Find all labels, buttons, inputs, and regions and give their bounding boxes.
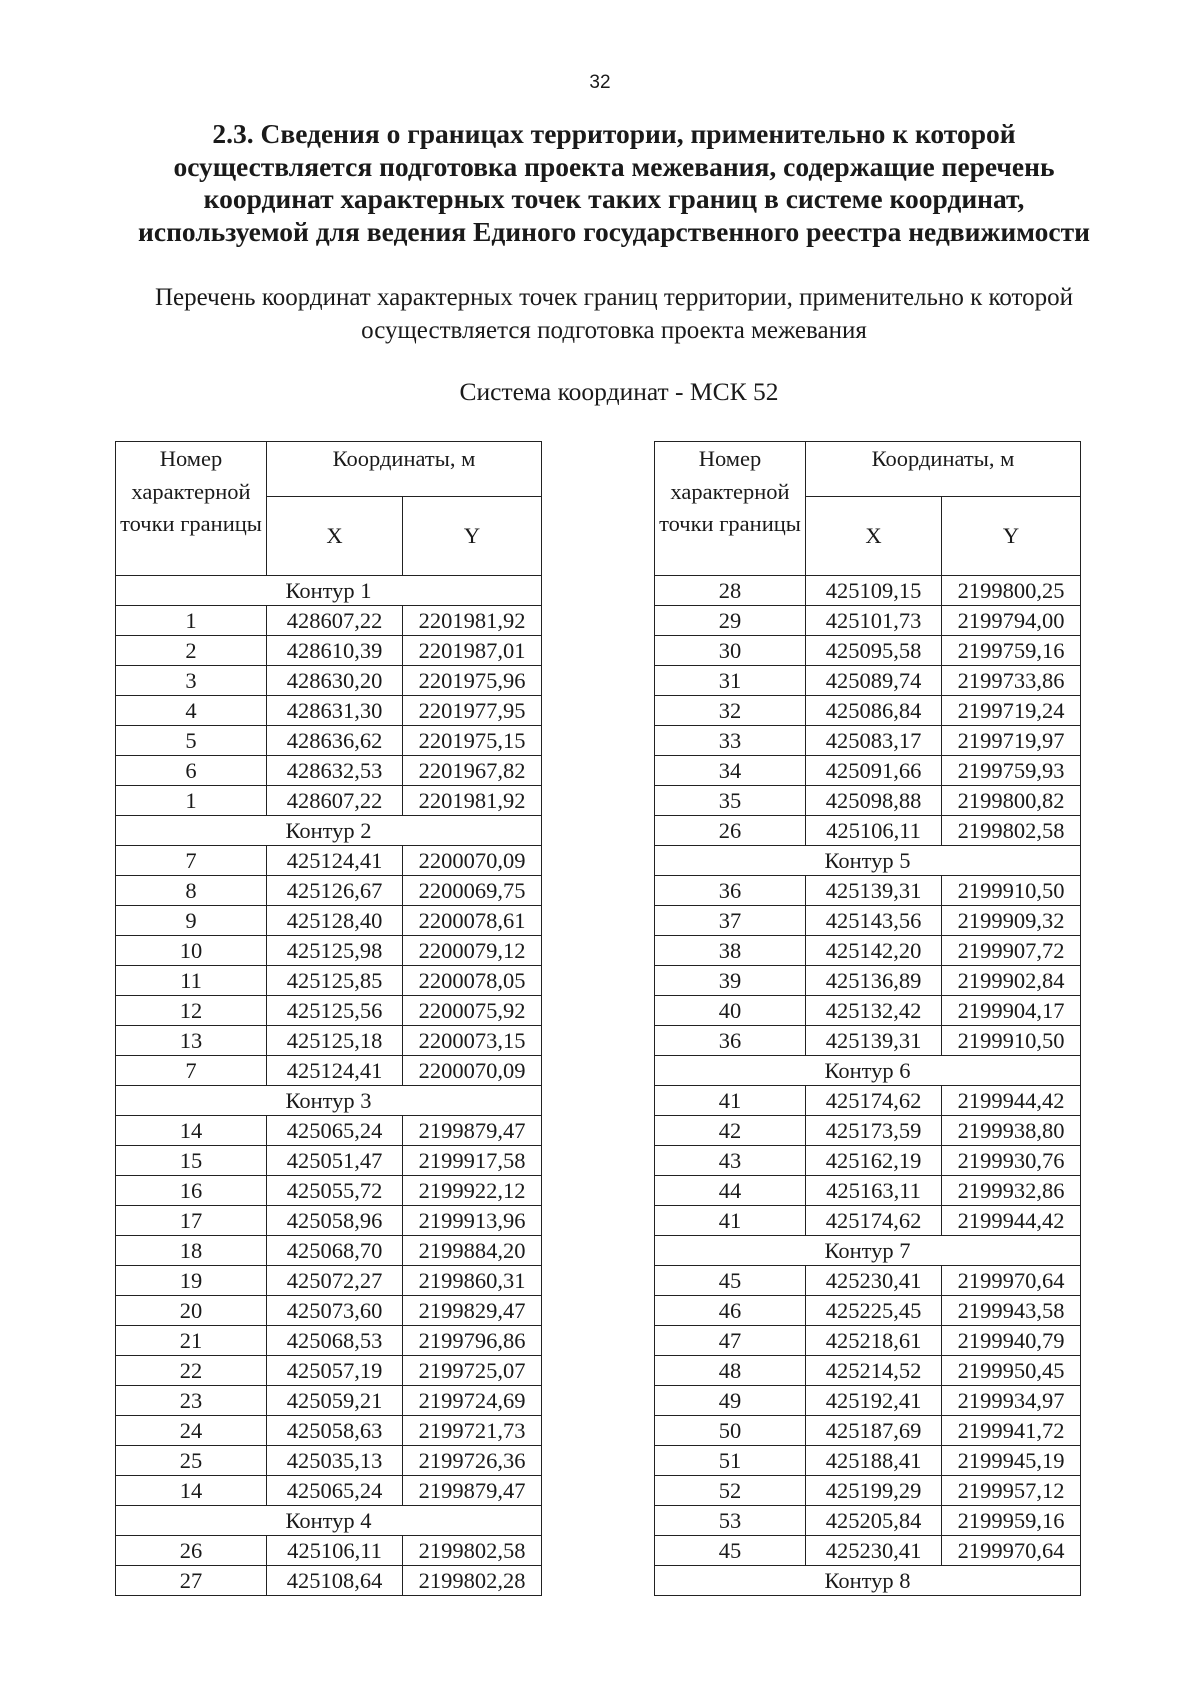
point-number-cell: 27 bbox=[116, 1566, 267, 1596]
y-coordinate-cell: 2199970,64 bbox=[942, 1266, 1081, 1296]
x-coordinate-cell: 425124,41 bbox=[267, 846, 403, 876]
point-number-cell: 47 bbox=[655, 1326, 806, 1356]
table-row bbox=[655, 1386, 1081, 1416]
y-coordinate-cell: 2199721,73 bbox=[403, 1416, 542, 1446]
table-row bbox=[116, 1206, 542, 1236]
x-coordinate-cell: 425068,53 bbox=[267, 1326, 403, 1356]
point-number-cell: 30 bbox=[655, 636, 806, 666]
y-coordinate-cell: 2199940,79 bbox=[942, 1326, 1081, 1356]
table-row bbox=[655, 756, 1081, 786]
table-row bbox=[655, 1536, 1081, 1566]
point-number-cell: 48 bbox=[655, 1356, 806, 1386]
contour-label: Контур 7 bbox=[655, 1236, 1081, 1266]
table-row bbox=[116, 1266, 542, 1296]
point-number-cell: 40 bbox=[655, 996, 806, 1026]
contour-label: Контур 6 bbox=[655, 1056, 1081, 1086]
point-number-cell: 36 bbox=[655, 1026, 806, 1056]
point-number-cell: 39 bbox=[655, 966, 806, 996]
table-row bbox=[655, 1446, 1081, 1476]
x-coordinate-cell: 425098,88 bbox=[806, 786, 942, 816]
table-row bbox=[655, 1506, 1081, 1536]
y-coordinate-cell: 2200078,05 bbox=[403, 966, 542, 996]
x-coordinate-cell: 425057,19 bbox=[267, 1356, 403, 1386]
x-coordinate-cell: 425174,62 bbox=[806, 1086, 942, 1116]
table-row bbox=[116, 1326, 542, 1356]
point-number-cell: 19 bbox=[116, 1266, 267, 1296]
point-number-cell: 6 bbox=[116, 756, 267, 786]
y-coordinate-cell: 2199879,47 bbox=[403, 1476, 542, 1506]
x-coordinate-cell: 425125,56 bbox=[267, 996, 403, 1026]
y-coordinate-cell: 2200079,12 bbox=[403, 936, 542, 966]
y-coordinate-cell: 2200070,09 bbox=[403, 1056, 542, 1086]
x-coordinate-cell: 425125,98 bbox=[267, 936, 403, 966]
point-number-cell: 38 bbox=[655, 936, 806, 966]
y-coordinate-cell: 2199945,19 bbox=[942, 1446, 1081, 1476]
y-coordinate-cell: 2199943,58 bbox=[942, 1296, 1081, 1326]
y-coordinate-cell: 2201987,01 bbox=[403, 636, 542, 666]
point-number-cell: 37 bbox=[655, 906, 806, 936]
coordinates-table-left bbox=[115, 441, 542, 1596]
y-coordinate-cell: 2201981,92 bbox=[403, 606, 542, 636]
point-number-cell: 12 bbox=[116, 996, 267, 1026]
point-number-cell: 44 bbox=[655, 1176, 806, 1206]
table-row bbox=[116, 906, 542, 936]
x-coordinate-cell: 425199,29 bbox=[806, 1476, 942, 1506]
table-row bbox=[116, 1536, 542, 1566]
y-coordinate-cell: 2199941,72 bbox=[942, 1416, 1081, 1446]
y-coordinate-cell: 2199950,45 bbox=[942, 1356, 1081, 1386]
x-coordinate-cell: 425083,17 bbox=[806, 726, 942, 756]
point-number-cell: 1 bbox=[116, 606, 267, 636]
y-coordinate-cell: 2200078,61 bbox=[403, 906, 542, 936]
table-row bbox=[116, 606, 542, 636]
y-coordinate-cell: 2199800,25 bbox=[942, 576, 1081, 606]
point-number-cell: 18 bbox=[116, 1236, 267, 1266]
y-coordinate-cell: 2199724,69 bbox=[403, 1386, 542, 1416]
point-number-cell: 26 bbox=[655, 816, 806, 846]
point-number-cell: 17 bbox=[116, 1206, 267, 1236]
x-coordinate-cell: 425051,47 bbox=[267, 1146, 403, 1176]
point-number-cell: 9 bbox=[116, 906, 267, 936]
x-coordinate-cell: 425187,69 bbox=[806, 1416, 942, 1446]
table-row bbox=[655, 936, 1081, 966]
x-coordinate-cell: 425124,41 bbox=[267, 1056, 403, 1086]
table-row bbox=[116, 1296, 542, 1326]
point-number-cell: 24 bbox=[116, 1416, 267, 1446]
table-row bbox=[655, 696, 1081, 726]
contour-label: Контур 1 bbox=[116, 576, 542, 606]
x-coordinate-cell: 425139,31 bbox=[806, 1026, 942, 1056]
table-row bbox=[655, 1026, 1081, 1056]
y-column-header: Y bbox=[942, 497, 1081, 576]
y-coordinate-cell: 2199938,80 bbox=[942, 1116, 1081, 1146]
table-row bbox=[655, 1146, 1081, 1176]
y-coordinate-cell: 2199917,58 bbox=[403, 1146, 542, 1176]
x-column-header: X bbox=[806, 497, 942, 576]
y-coordinate-cell: 2199719,97 bbox=[942, 726, 1081, 756]
x-coordinate-cell: 425095,58 bbox=[806, 636, 942, 666]
table-row bbox=[655, 636, 1081, 666]
x-coordinate-cell: 425091,66 bbox=[806, 756, 942, 786]
table-row bbox=[655, 1476, 1081, 1506]
point-number-cell: 3 bbox=[116, 666, 267, 696]
y-coordinate-cell: 2199884,20 bbox=[403, 1236, 542, 1266]
point-number-cell: 8 bbox=[116, 876, 267, 906]
y-coordinate-cell: 2199802,28 bbox=[403, 1566, 542, 1596]
table-row bbox=[655, 906, 1081, 936]
x-coordinate-cell: 428610,39 bbox=[267, 636, 403, 666]
table-row bbox=[116, 876, 542, 906]
table-row bbox=[655, 666, 1081, 696]
y-coordinate-cell: 2201975,96 bbox=[403, 666, 542, 696]
table-row bbox=[655, 966, 1081, 996]
y-coordinate-cell: 2199796,86 bbox=[403, 1326, 542, 1356]
table-row bbox=[655, 1086, 1081, 1116]
contour-header-row bbox=[116, 1086, 542, 1116]
point-number-cell: 25 bbox=[116, 1446, 267, 1476]
x-coordinate-cell: 425162,19 bbox=[806, 1146, 942, 1176]
point-number-cell: 10 bbox=[116, 936, 267, 966]
x-coordinate-cell: 425068,70 bbox=[267, 1236, 403, 1266]
contour-label: Контур 2 bbox=[116, 816, 542, 846]
contour-header-row bbox=[655, 846, 1081, 876]
y-coordinate-cell: 2201967,82 bbox=[403, 756, 542, 786]
table-row bbox=[655, 1176, 1081, 1206]
point-number-cell: 43 bbox=[655, 1146, 806, 1176]
x-coordinate-cell: 425188,41 bbox=[806, 1446, 942, 1476]
point-number-cell: 41 bbox=[655, 1206, 806, 1236]
x-coordinate-cell: 425065,24 bbox=[267, 1476, 403, 1506]
y-coordinate-cell: 2199909,32 bbox=[942, 906, 1081, 936]
x-coordinate-cell: 425125,18 bbox=[267, 1026, 403, 1056]
point-number-cell: 7 bbox=[116, 846, 267, 876]
point-number-cell: 50 bbox=[655, 1416, 806, 1446]
table-row bbox=[116, 966, 542, 996]
x-coordinate-cell: 425106,11 bbox=[806, 816, 942, 846]
x-coordinate-cell: 425055,72 bbox=[267, 1176, 403, 1206]
x-coordinate-cell: 425174,62 bbox=[806, 1206, 942, 1236]
x-coordinate-cell: 425089,74 bbox=[806, 666, 942, 696]
y-coordinate-cell: 2199930,76 bbox=[942, 1146, 1081, 1176]
x-coordinate-cell: 425109,15 bbox=[806, 576, 942, 606]
table-row bbox=[116, 1176, 542, 1206]
x-coordinate-cell: 425218,61 bbox=[806, 1326, 942, 1356]
point-number-cell: 41 bbox=[655, 1086, 806, 1116]
coordinate-system-label: Система координат - МСК 52 bbox=[459, 377, 779, 406]
y-coordinate-cell: 2199802,58 bbox=[403, 1536, 542, 1566]
table-caption: Перечень координат характерных точек границ территории, применительно к которой осуществляется подготовка проекта межевания bbox=[155, 284, 1073, 344]
point-number-cell: 13 bbox=[116, 1026, 267, 1056]
table-row bbox=[655, 1356, 1081, 1386]
table-row bbox=[655, 1116, 1081, 1146]
x-coordinate-cell: 425143,56 bbox=[806, 906, 942, 936]
coordinates-header: Координаты, м bbox=[267, 442, 542, 497]
table-row bbox=[116, 1236, 542, 1266]
point-number-cell: 35 bbox=[655, 786, 806, 816]
x-coordinate-cell: 428632,53 bbox=[267, 756, 403, 786]
table-row bbox=[116, 666, 542, 696]
point-number-cell: 45 bbox=[655, 1266, 806, 1296]
x-coordinate-cell: 428607,22 bbox=[267, 606, 403, 636]
point-number-cell: 31 bbox=[655, 666, 806, 696]
table-row bbox=[116, 996, 542, 1026]
x-coordinate-cell: 425225,45 bbox=[806, 1296, 942, 1326]
point-number-header: Номер характерной точки границы bbox=[655, 442, 806, 576]
y-coordinate-cell: 2199922,12 bbox=[403, 1176, 542, 1206]
table-row bbox=[655, 786, 1081, 816]
x-coordinate-cell: 425058,96 bbox=[267, 1206, 403, 1236]
table-row bbox=[655, 1296, 1081, 1326]
y-coordinate-cell: 2199902,84 bbox=[942, 966, 1081, 996]
coordinates-table-right bbox=[654, 441, 1081, 1596]
x-coordinate-cell: 425106,11 bbox=[267, 1536, 403, 1566]
point-number-cell: 20 bbox=[116, 1296, 267, 1326]
y-coordinate-cell: 2201981,92 bbox=[403, 786, 542, 816]
contour-header-row bbox=[116, 1506, 542, 1536]
x-coordinate-cell: 425192,41 bbox=[806, 1386, 942, 1416]
y-coordinate-cell: 2199910,50 bbox=[942, 876, 1081, 906]
x-coordinate-cell: 425230,41 bbox=[806, 1536, 942, 1566]
y-coordinate-cell: 2199907,72 bbox=[942, 936, 1081, 966]
table-row bbox=[655, 876, 1081, 906]
x-coordinate-cell: 428607,22 bbox=[267, 786, 403, 816]
x-coordinate-cell: 425139,31 bbox=[806, 876, 942, 906]
y-coordinate-cell: 2199910,50 bbox=[942, 1026, 1081, 1056]
point-number-cell: 29 bbox=[655, 606, 806, 636]
x-coordinate-cell: 425073,60 bbox=[267, 1296, 403, 1326]
x-coordinate-cell: 425163,11 bbox=[806, 1176, 942, 1206]
point-number-cell: 23 bbox=[116, 1386, 267, 1416]
y-coordinate-cell: 2199944,42 bbox=[942, 1206, 1081, 1236]
table-row bbox=[116, 1476, 542, 1506]
x-coordinate-cell: 425059,21 bbox=[267, 1386, 403, 1416]
y-coordinate-cell: 2199800,82 bbox=[942, 786, 1081, 816]
y-coordinate-cell: 2199759,16 bbox=[942, 636, 1081, 666]
point-number-cell: 32 bbox=[655, 696, 806, 726]
contour-header-row bbox=[116, 576, 542, 606]
table-row bbox=[116, 1566, 542, 1596]
table-row bbox=[116, 1056, 542, 1086]
y-coordinate-cell: 2199904,17 bbox=[942, 996, 1081, 1026]
point-number-cell: 7 bbox=[116, 1056, 267, 1086]
table-row bbox=[116, 636, 542, 666]
table-row bbox=[116, 1416, 542, 1446]
y-coordinate-cell: 2199794,00 bbox=[942, 606, 1081, 636]
x-coordinate-cell: 428636,62 bbox=[267, 726, 403, 756]
point-number-cell: 34 bbox=[655, 756, 806, 786]
point-number-cell: 52 bbox=[655, 1476, 806, 1506]
table-row bbox=[655, 1326, 1081, 1356]
x-coordinate-cell: 425173,59 bbox=[806, 1116, 942, 1146]
point-number-cell: 45 bbox=[655, 1536, 806, 1566]
contour-label: Контур 5 bbox=[655, 846, 1081, 876]
x-coordinate-cell: 428631,30 bbox=[267, 696, 403, 726]
point-number-cell: 15 bbox=[116, 1146, 267, 1176]
y-coordinate-cell: 2199957,12 bbox=[942, 1476, 1081, 1506]
point-number-cell: 14 bbox=[116, 1116, 267, 1146]
y-coordinate-cell: 2199913,96 bbox=[403, 1206, 542, 1236]
y-coordinate-cell: 2199733,86 bbox=[942, 666, 1081, 696]
x-coordinate-cell: 425132,42 bbox=[806, 996, 942, 1026]
x-coordinate-cell: 425128,40 bbox=[267, 906, 403, 936]
contour-header-row bbox=[116, 816, 542, 846]
x-coordinate-cell: 425065,24 bbox=[267, 1116, 403, 1146]
table-row bbox=[116, 1386, 542, 1416]
table-row bbox=[116, 756, 542, 786]
contour-header-row bbox=[655, 1236, 1081, 1266]
table-row bbox=[116, 696, 542, 726]
coordinates-header: Координаты, м bbox=[806, 442, 1081, 497]
y-coordinate-cell: 2199970,64 bbox=[942, 1536, 1081, 1566]
x-column-header: X bbox=[267, 497, 403, 576]
point-number-cell: 16 bbox=[116, 1176, 267, 1206]
point-number-cell: 53 bbox=[655, 1506, 806, 1536]
y-coordinate-cell: 2199934,97 bbox=[942, 1386, 1081, 1416]
table-row bbox=[116, 1356, 542, 1386]
contour-label: Контур 4 bbox=[116, 1506, 542, 1536]
table-row bbox=[116, 1026, 542, 1056]
x-coordinate-cell: 425230,41 bbox=[806, 1266, 942, 1296]
y-coordinate-cell: 2199879,47 bbox=[403, 1116, 542, 1146]
table-row bbox=[655, 606, 1081, 636]
contour-header-row bbox=[655, 1056, 1081, 1086]
x-coordinate-cell: 425101,73 bbox=[806, 606, 942, 636]
y-coordinate-cell: 2199932,86 bbox=[942, 1176, 1081, 1206]
y-coordinate-cell: 2199725,07 bbox=[403, 1356, 542, 1386]
x-coordinate-cell: 425214,52 bbox=[806, 1356, 942, 1386]
contour-label: Контур 8 bbox=[655, 1566, 1081, 1596]
table-row bbox=[116, 1446, 542, 1476]
point-number-cell: 36 bbox=[655, 876, 806, 906]
table-row bbox=[116, 786, 542, 816]
y-coordinate-cell: 2201975,15 bbox=[403, 726, 542, 756]
y-column-header: Y bbox=[403, 497, 542, 576]
table-row bbox=[116, 936, 542, 966]
y-coordinate-cell: 2199802,58 bbox=[942, 816, 1081, 846]
y-coordinate-cell: 2199759,93 bbox=[942, 756, 1081, 786]
x-coordinate-cell: 425035,13 bbox=[267, 1446, 403, 1476]
x-coordinate-cell: 425205,84 bbox=[806, 1506, 942, 1536]
x-coordinate-cell: 425108,64 bbox=[267, 1566, 403, 1596]
point-number-cell: 42 bbox=[655, 1116, 806, 1146]
point-number-cell: 51 bbox=[655, 1446, 806, 1476]
point-number-cell: 46 bbox=[655, 1296, 806, 1326]
table-row bbox=[655, 816, 1081, 846]
y-coordinate-cell: 2200070,09 bbox=[403, 846, 542, 876]
table-row bbox=[655, 1266, 1081, 1296]
point-number-cell: 11 bbox=[116, 966, 267, 996]
x-coordinate-cell: 425125,85 bbox=[267, 966, 403, 996]
table-row bbox=[116, 1116, 542, 1146]
x-coordinate-cell: 425126,67 bbox=[267, 876, 403, 906]
x-coordinate-cell: 425136,89 bbox=[806, 966, 942, 996]
point-number-cell: 14 bbox=[116, 1476, 267, 1506]
x-coordinate-cell: 425086,84 bbox=[806, 696, 942, 726]
table-row bbox=[116, 726, 542, 756]
table-row bbox=[655, 726, 1081, 756]
point-number-cell: 4 bbox=[116, 696, 267, 726]
y-coordinate-cell: 2199860,31 bbox=[403, 1266, 542, 1296]
y-coordinate-cell: 2200069,75 bbox=[403, 876, 542, 906]
y-coordinate-cell: 2201977,95 bbox=[403, 696, 542, 726]
point-number-cell: 28 bbox=[655, 576, 806, 606]
contour-label: Контур 3 bbox=[116, 1086, 542, 1116]
point-number-cell: 22 bbox=[116, 1356, 267, 1386]
point-number-cell: 49 bbox=[655, 1386, 806, 1416]
y-coordinate-cell: 2199829,47 bbox=[403, 1296, 542, 1326]
point-number-cell: 1 bbox=[116, 786, 267, 816]
table-row bbox=[655, 1416, 1081, 1446]
x-coordinate-cell: 428630,20 bbox=[267, 666, 403, 696]
x-coordinate-cell: 425142,20 bbox=[806, 936, 942, 966]
y-coordinate-cell: 2199726,36 bbox=[403, 1446, 542, 1476]
y-coordinate-cell: 2199959,16 bbox=[942, 1506, 1081, 1536]
table-row bbox=[655, 576, 1081, 606]
y-coordinate-cell: 2200075,92 bbox=[403, 996, 542, 1026]
point-number-header: Номер характерной точки границы bbox=[116, 442, 267, 576]
table-row bbox=[116, 1146, 542, 1176]
y-coordinate-cell: 2199719,24 bbox=[942, 696, 1081, 726]
page-number: 32 bbox=[589, 72, 611, 93]
point-number-cell: 33 bbox=[655, 726, 806, 756]
table-row bbox=[655, 1206, 1081, 1236]
contour-header-row bbox=[655, 1566, 1081, 1596]
y-coordinate-cell: 2199944,42 bbox=[942, 1086, 1081, 1116]
point-number-cell: 5 bbox=[116, 726, 267, 756]
table-row bbox=[655, 996, 1081, 1026]
point-number-cell: 2 bbox=[116, 636, 267, 666]
section-heading: 2.3. Сведения о границах территории, применительно к которой осуществляется подготовка проекта межевания, содержащие перечень координат характерных точек таких границ в системе координат, используемой для ведения Единого государственного реестра недвижимости bbox=[138, 118, 1090, 247]
point-number-cell: 26 bbox=[116, 1536, 267, 1566]
point-number-cell: 21 bbox=[116, 1326, 267, 1356]
x-coordinate-cell: 425072,27 bbox=[267, 1266, 403, 1296]
x-coordinate-cell: 425058,63 bbox=[267, 1416, 403, 1446]
y-coordinate-cell: 2200073,15 bbox=[403, 1026, 542, 1056]
table-row bbox=[116, 846, 542, 876]
